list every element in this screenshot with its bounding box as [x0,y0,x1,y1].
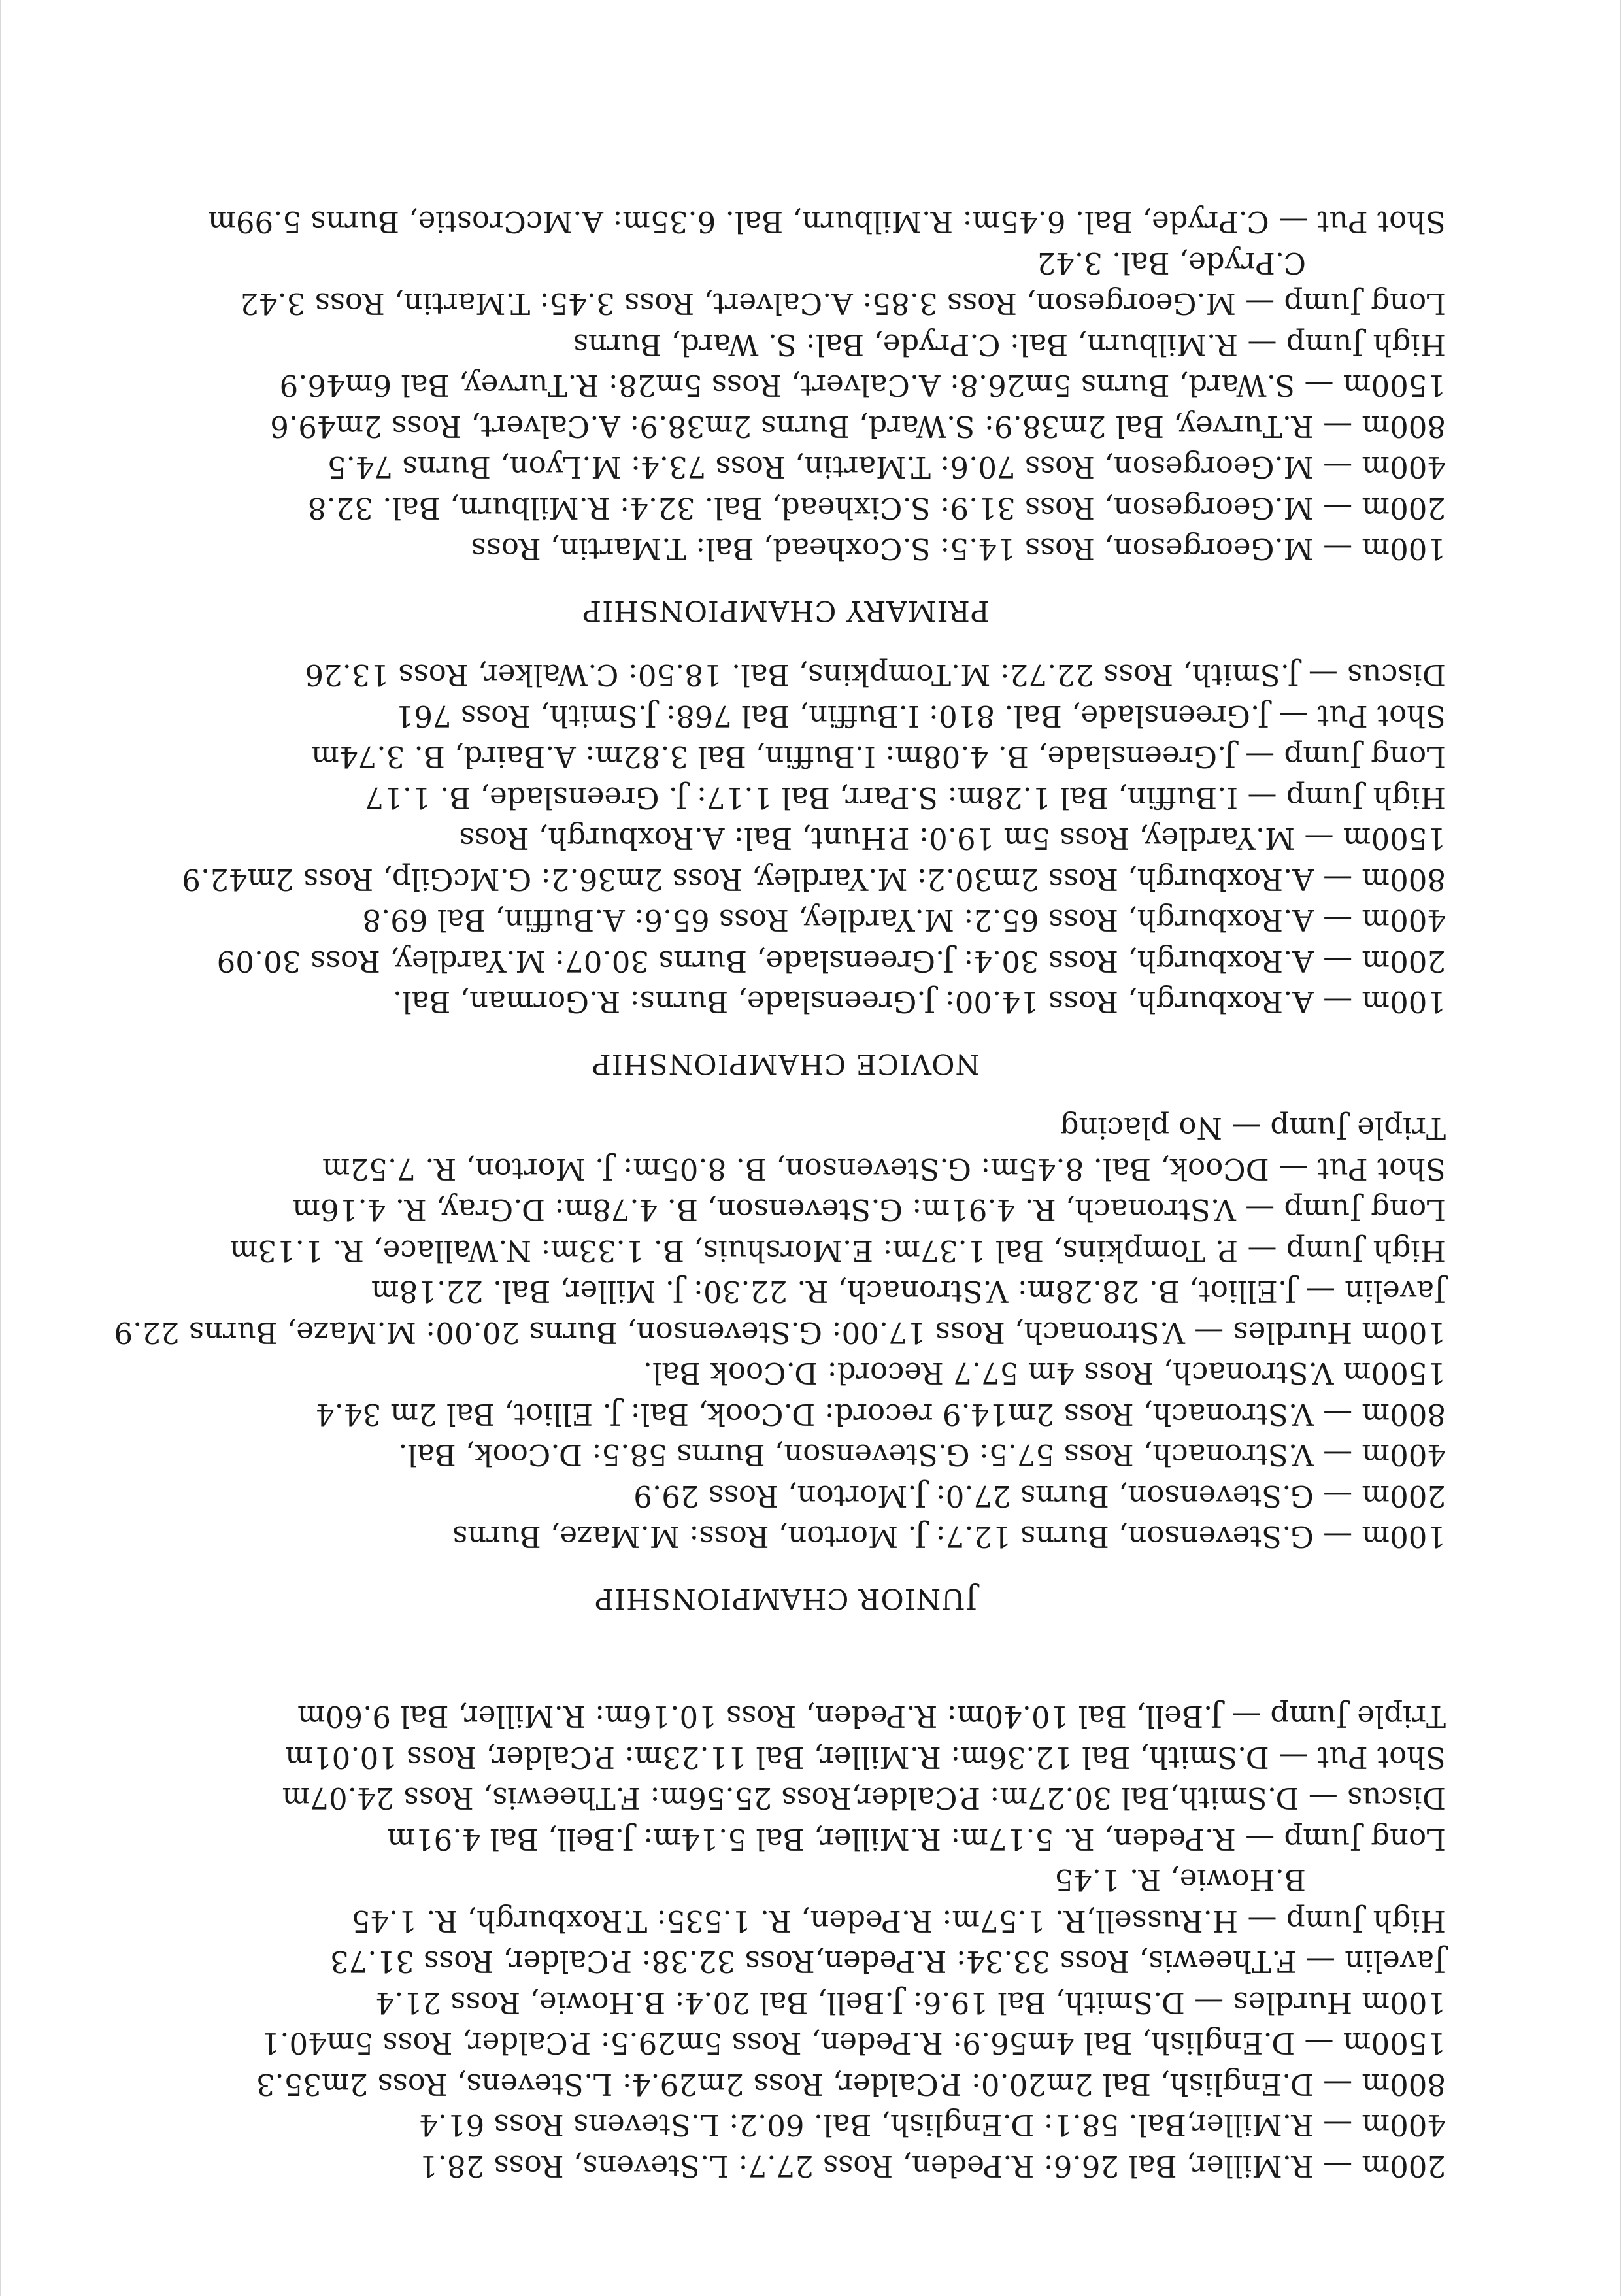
result-line: 200m — G.Stevenson, Burns 27.0: J.Morton, Ross 29.9 [633,1479,1446,1513]
result-line: 200m — A.Roxburgh, Ross 30.4: J.Greenslade, Burns 30.07: M.Yardley, Ross 30.09 [216,944,1446,979]
result-line: 800m — V.Stronach, Ross 2m14.9 record: D.Cook, Bal: J. Elliot, Bal 2m 34.4 [315,1397,1446,1432]
result-line: 1500m — S.Ward, Burns 5m26.8: A.Calvert, Ross 5m28: R.Turvey, Bal 6m46.9 [279,368,1446,403]
senior-results-section [125,1696,1446,2186]
result-line: Javelin — F.Theewis, Ross 33.34: R.Peden,Ross 32.38: P.Calder, Ross 31.73 [329,1944,1446,1980]
result-line: 800m — D.English, Bal 2m20.0: P.Calder, Ross 2m29.4: L.Stevens, Ross 2m35.3 [256,2067,1446,2102]
primary-championship-section [125,201,1446,631]
result-line: 100m Hurdles — D.Smith, Bal 19.6: J.Bell, Bal 20.4: B.Howie, Ross 21.4 [375,1985,1446,2020]
result-line: Long Jump — V.Stronach, R. 4.91m: G.Stevenson, B. 4.78m: D.Gray, R. 4.16m [292,1192,1446,1228]
result-line: High Jump — H.Russell,R. 1.57m: R.Peden, R. 1.535: T.Roxburgh, R. 1.45 [351,1904,1446,1938]
result-line: Long Jump — J.Greenslade, B. 4.08m: I.Buffin, Bal 3.82m: A.Baird, B. 3.74m [311,739,1446,775]
result-line: 200m — R.Miller, Bal 26.6: R.Peden, Ross 27.7: L.Stevens, Ross 28.1 [418,2149,1446,2184]
result-line: High Jump — P. Tompkins, Bal 1.37m: E.Morshuis, B. 1.33m: N.Wallace, R. 1.13m [229,1234,1446,1268]
result-line: Shot Put — D.Smith, Bal 12.36m: R.Miller, Bal 11.23m: P.Calder, Ross 10.01m [285,1740,1446,1775]
section-heading: JUNIOR CHAMPIONSHIP [594,1582,977,1615]
result-line: High Jump — R.Milburn, Bal: C.Pryde, Bal: S. Ward, Burns [573,328,1446,362]
results-document [114,201,1446,2186]
result-line: 100m — M.Georgeson, Ross 14.5: S.Coxhead, Bal: T.Martin, Ross [471,532,1446,567]
result-line: Long Jump — M.Georgeson, Ross 3.85: A.Calvert, Ross 3.45: T.Martin, Ross 3.42 [240,286,1446,322]
result-line: 100m — A.Roxburgh, Ross 14.00: J.Greenslade, Burns: R.Gorman, Bal. [392,985,1446,1020]
result-line: 200m — M.Georgeson, Ross 31.9: S.Cixhead, Bal. 32.4: R.Milburn, Bal. 32.8 [307,491,1446,526]
result-line: Long Jump — R.Peden, R. 5.17m: R.Miller, Bal 5.14m: J.Bell, Bal 4.91m [387,1822,1446,1857]
novice-championship-section [125,654,1446,1084]
section-heading: PRIMARY CHAMPIONSHIP [582,594,990,627]
result-line: 100m — G.Stevenson, Burns 12.7: J. Morton, Ross: M.Maze, Burns [452,1519,1446,1555]
result-line: Discus — D.Smith,Bal 30.27m: P.Calder,Ross 25.56m: F.Theewis, Ross 24.07m [282,1781,1446,1816]
result-continuation-line: C.Pryde, Bal. 3.42 [1037,246,1306,280]
result-line: 400m — M.Georgeson, Ross 70.6: T.Martin, Ross 73.4: M.Lyon, Burns 74.5 [327,450,1446,485]
result-line: Javelin — J.Elliot, B. 28.28m: V.Stronach, R. 22.30: J. Miller, Bal. 22.18m [371,1274,1446,1309]
result-line: 1500m — D.English, Bal 4m56.9: R.Peden, Ross 5m29.5: P.Calder, Ross 5m40.1 [261,2026,1446,2061]
result-continuation-line: B.Howie, R. 1.45 [1054,1863,1306,1898]
result-line: Shot Put — C.Pryde, Bal. 6.45m: R.Milburn, Bal. 6.35m: A.McCrostie, Burns 5.99m [208,205,1446,240]
result-line: 1500m — M.Yardley, Ross 5m 19.0: P.Hunt, Bal: A.Roxburgh, Ross [459,821,1446,856]
result-line: 400m — R.Miller,Bal. 58.1: D.English, Bal. 60.2: L.Stevens Ross 61.4 [419,2108,1446,2143]
result-line: 800m — R.Turvey, Bal 2m38.9: S.Ward, Burns 2m38.9: A.Calvert, Ross 2m49.6 [270,409,1446,444]
result-line: 100m Hurdles — V.Stronach, Ross 17.00: G.Stevenson, Burns 20.00: M.Maze, Burns 22.9 [114,1315,1446,1350]
result-line: Discus — J.Smith, Ross 22.72: M.Tompkins, Bal. 18.50: C.Walker, Ross 13.26 [305,658,1446,693]
junior-championship-section [114,1107,1446,1619]
result-line: 400m — V.Stronach, Ross 57.5: G.Stevenson, Burns 58.5: D.Cook, Bal. [398,1438,1446,1473]
result-line: 1500m V.Stronach, Ross 4m 57.7 Record: D.Cook Bal. [643,1356,1446,1391]
result-line: 800m — A.Roxburgh, Ross 2m30.2: M.Yardley, Ross 2m36.2: G.McGilp, Ross 2m42.9 [182,862,1446,897]
result-line: 400m — A.Roxburgh, Ross 65.2: M.Yardley, Ross 65.6: A.Buffin, Bal 69.8 [362,903,1446,938]
result-line: Shot Put — J.Greenslade, Bal. 810: I.Buffin, Bal 768: J.Smith, Ross 761 [395,699,1446,734]
result-line: Triple Jump — No placing [1060,1111,1446,1146]
section-heading: NOVICE CHAMPIONSHIP [591,1047,980,1080]
result-line: Triple Jump — J.Bell, Bal 10.40m: R.Peden, Ross 10.16m: R.Miller, Bal 9.60m [297,1699,1446,1734]
result-line: Shot Put — DCook, Bal. 8.45m: G.Stevenson, B. 8.05m: J. Morton, R. 7.52m [322,1152,1446,1187]
result-line: High Jump — I.Buffin, Bal 1.28m: S.Parr, Bal 1.17: J. Greenslade, B. 1.17 [365,781,1446,815]
